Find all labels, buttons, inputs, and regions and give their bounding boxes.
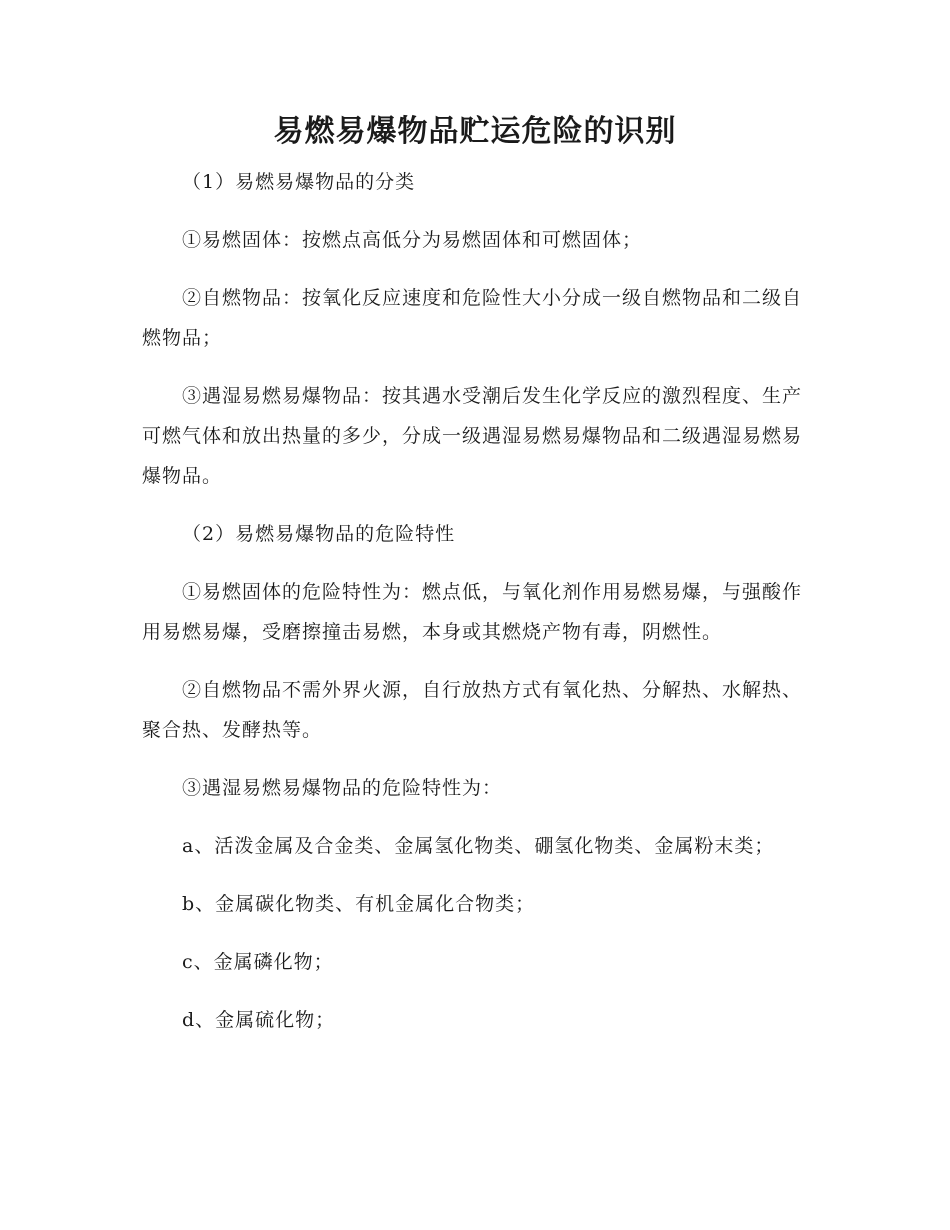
- section-heading-hazards: （2）易燃易爆物品的危险特性: [182, 523, 456, 545]
- paragraph-water-reactive-hazards: ③遇湿易燃易爆物品的危险特性为：: [182, 777, 503, 799]
- paragraph-spontaneous-heat: ②自燃物品不需外界火源，自行放热方式有氧化热、分解热、水解热、聚合热、发酵热等。: [142, 679, 803, 741]
- document-body: [142, 162, 812, 1058]
- paragraph-solid-hazards: ①易燃固体的危险特性为：燃点低，与氧化剂作用易燃易爆，与强酸作用易燃易爆，受磨擦撞击易燃，本身或其燃烧产物有毒，阴燃性。: [142, 581, 803, 643]
- list-item-b: b、金属碳化物类、有机金属化合物类；: [182, 893, 536, 915]
- document-title: 易燃易爆物品贮运危险的识别: [273, 114, 677, 149]
- list-item-a: a、活泼金属及合金类、金属氢化物类、硼氢化物类、金属粉末类；: [182, 835, 775, 857]
- paragraph-flammable-solids: ①易燃固体：按燃点高低分为易燃固体和可燃固体；: [182, 229, 643, 251]
- paragraph-spontaneous-combustion: ②自燃物品：按氧化反应速度和危险性大小分成一级自燃物品和二级自燃物品；: [142, 287, 803, 349]
- paragraph-water-reactive: ③遇湿易燃易爆物品：按其遇水受潮后发生化学反应的激烈程度、生产可燃气体和放出热量的多少，分成一级遇湿易燃易爆物品和二级遇湿易燃易爆物品。: [142, 385, 803, 487]
- list-item-d: d、金属硫化物；: [182, 1009, 336, 1031]
- section-heading-classification: （1）易燃易爆物品的分类: [182, 171, 416, 193]
- list-item-c: c、金属磷化物；: [182, 951, 334, 973]
